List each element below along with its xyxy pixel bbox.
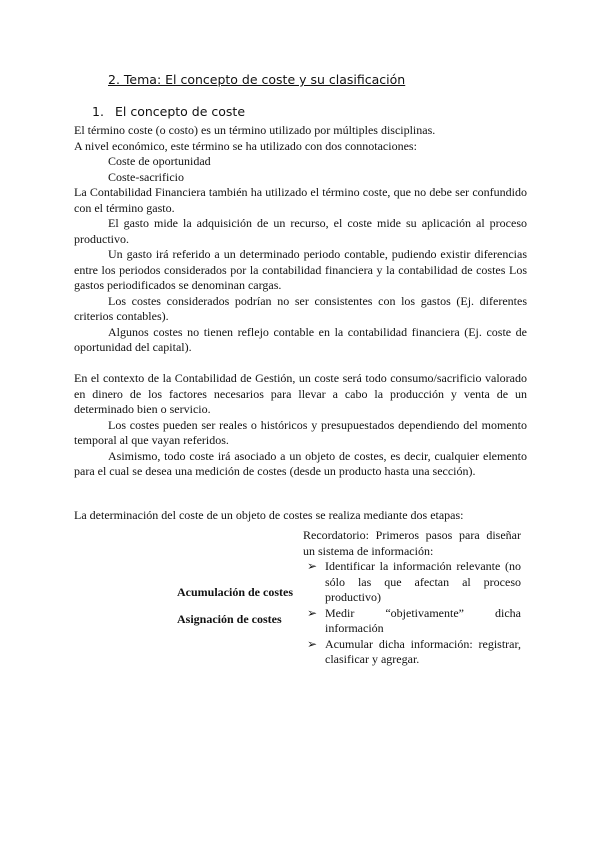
section-heading [92,104,245,119]
arrow-bullet-icon: ➢ [307,559,318,573]
list-item [303,637,521,668]
stage-accumulation: Acumulación de costes [177,585,293,599]
paragraph: En el contexto de la Contabilidad de Gestión, un coste será todo consumo/sacrificio valorado en dinero de los factores necesarios para llevar a cabo la producción y venta de un determinado bien o servicio. [74,371,527,416]
paragraph: La Contabilidad Financiera también ha utilizado el término coste, que no debe ser confundido con el término gasto. [74,185,527,215]
list-item [303,606,521,637]
paragraph: Asimismo, todo coste irá asociado a un objeto de costes, es decir, cualquier elemento para el cual se desea una medición de costes (desde un producto hasta una sección). [74,448,527,478]
list-item-text: Acumular dicha información: registrar, clasificar y agregar. [325,636,521,666]
paragraph: Algunos costes no tienen reflejo contable en la contabilidad financiera (Ej. coste de oportunidad del capital). [74,324,527,354]
spacer [74,356,527,372]
connotation-item: Coste de oportunidad [108,154,211,168]
list-item-text: Medir “objetivamente” dicha información [325,605,521,635]
arrow-bullet-icon: ➢ [307,605,318,620]
paragraph: La determinación del coste de un objeto de costes se realiza mediante dos etapas: [74,508,464,522]
paragraph: El término coste (o costo) es un término utilizado por múltiples disciplinas. [74,123,436,137]
paragraph: Un gasto irá referido a un determinado periodo contable, pudiendo existir diferencias entre los periodos considerados por la contabilidad financiera y la contabilidad de costes Los gastos periodificados se denominan cargas. [74,247,527,292]
stage-assignment: Asignación de costes [177,612,282,626]
paragraph: A nivel económico, este término se ha utilizado con dos connotaciones: [74,138,417,153]
arrow-bullet-icon: ➢ [307,636,318,651]
body-text [74,123,527,480]
list-item-text: Identificar la información relevante (no sólo las que afectan al proceso productivo) [325,559,521,604]
paragraph: Los costes pueden ser reales o históricos y presupuestados dependiendo del momento temporal al que vayan referidos. [74,417,527,447]
document-title: 2. Tema: El concepto de coste y su clasificación [108,72,406,87]
section-number: 1. [92,104,104,119]
connotation-item: Coste-sacrificio [108,169,184,184]
reminder-text: Recordatorio: Primeros pasos para diseñar un sistema de información: [303,528,521,558]
paragraph: El gasto mide la adquisición de un recurso, el coste mide su aplicación al proceso productivo. [74,216,527,246]
list-item [303,559,521,606]
reminder-list [303,559,521,668]
paragraph: Los costes considerados podrían no ser consistentes con los gastos (Ej. diferentes criterios contables). [74,293,527,323]
reminder-box [303,528,521,668]
section-label: El concepto de coste [114,104,246,119]
